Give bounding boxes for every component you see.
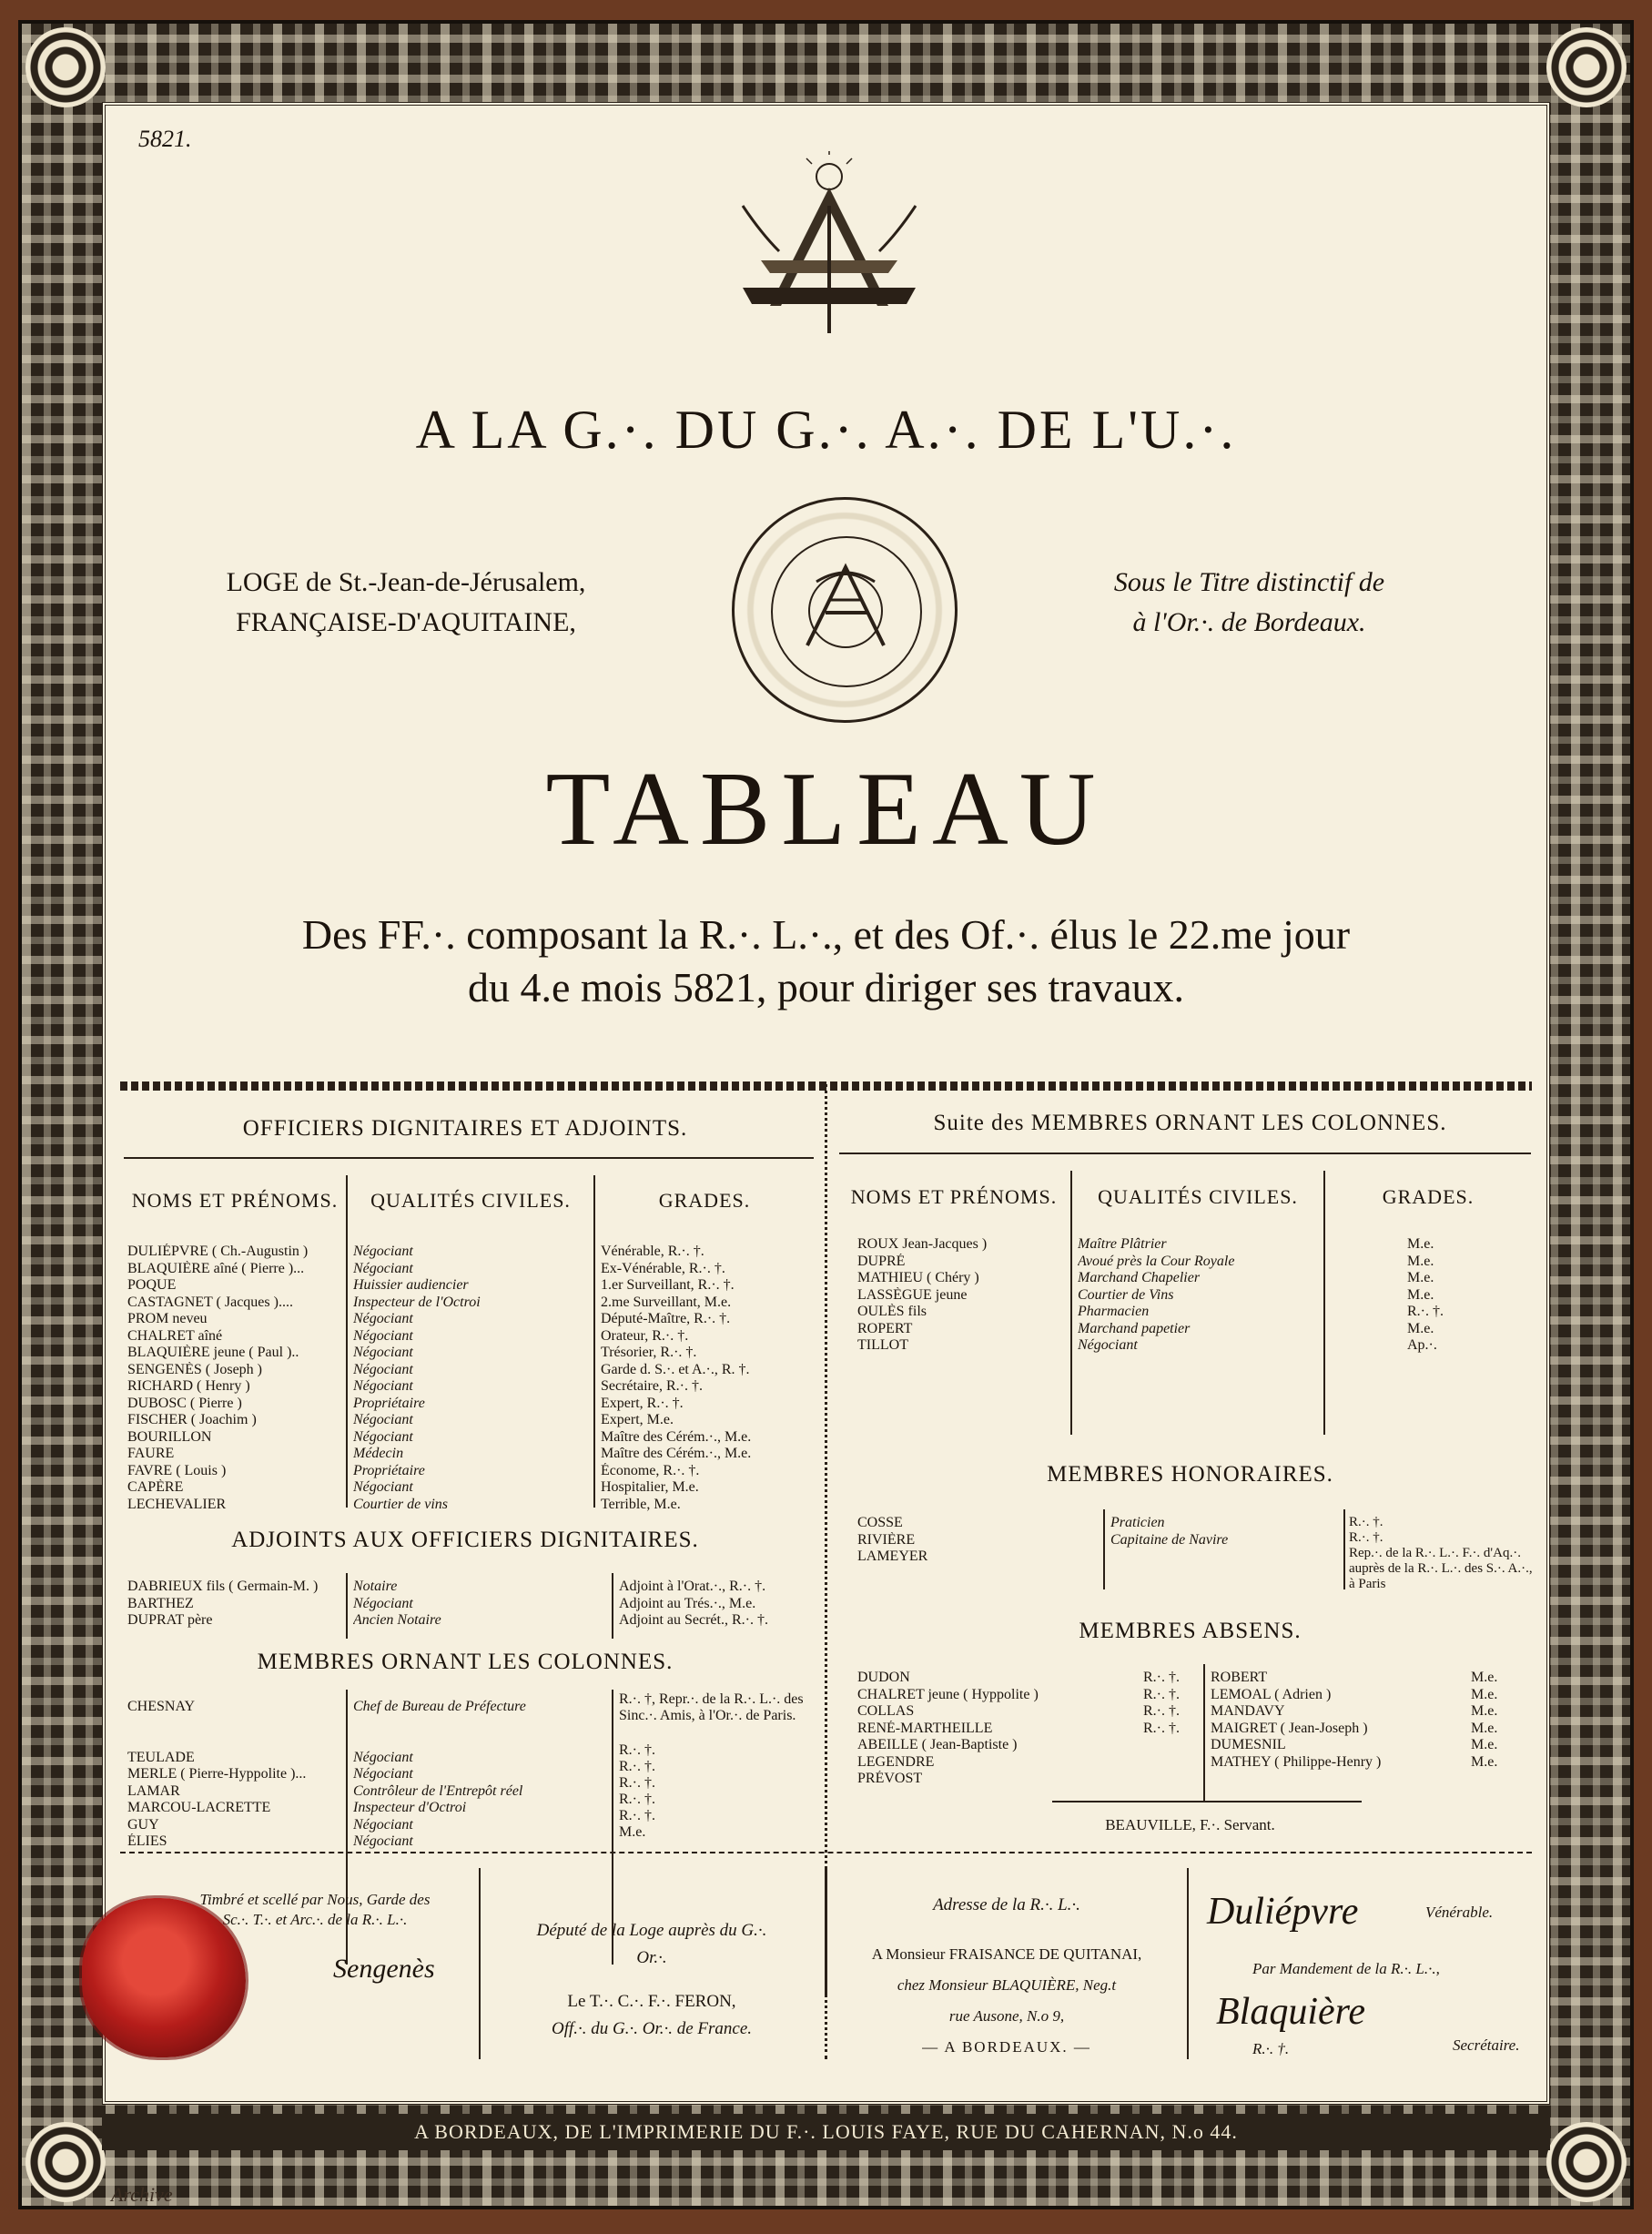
absent-grade: M.e.: [1471, 1737, 1498, 1752]
absent-name: LEGENDRE: [857, 1753, 935, 1770]
absent-name: ROBERT: [1211, 1670, 1268, 1685]
adjoint-name: DABRIEUX fils ( Germain-M. ): [127, 1579, 319, 1594]
adresse-line: A Monsieur FRAISANCE DE QUITANAI,: [871, 1945, 1142, 1963]
margin-note: Archive: [111, 2183, 173, 2206]
honoraire-name: COSSE: [857, 1515, 903, 1530]
officer-name: BLAQUIÈRE aîné ( Pierre )...: [127, 1260, 305, 1276]
absent-name: COLLAS: [857, 1703, 915, 1719]
absens-left-names: [857, 1670, 1092, 1788]
membre-grade: R.·. †.: [619, 1808, 655, 1823]
officer-grade: Ex-Vénérable, R.·. †.: [601, 1260, 725, 1276]
lodge-name: [106, 563, 706, 643]
officer-grade: Garde d. S.·. et A.·., R. †.: [601, 1361, 750, 1377]
officer-name: PROM neveu: [127, 1311, 208, 1326]
adjoints-grades-list: [619, 1579, 814, 1630]
membre-qualite: Négociant: [353, 1816, 413, 1833]
honoraires-heading: MEMBRES HONORAIRES.: [1047, 1462, 1333, 1487]
adjoint-qualite: Notaire: [353, 1579, 398, 1594]
secretaire-signature: Blaquière: [1216, 1991, 1366, 2033]
suite-name: DUPRÉ: [857, 1253, 906, 1269]
absent-name: LEMOAL ( Adrien ): [1211, 1686, 1332, 1702]
red-wax-seal: [82, 1898, 246, 2057]
lodge-title-line: Sous le Titre distinctif de: [1113, 567, 1385, 597]
membre-name: MARCOU-LACRETTE: [127, 1800, 271, 1815]
adjoint-grade: Adjoint à l'Orat.·., R.·. †.: [619, 1579, 766, 1594]
suite-qualite: Pharmacien: [1078, 1304, 1150, 1319]
membre-name: TEULADE: [127, 1749, 195, 1765]
document-page: [102, 102, 1550, 2105]
membre-name: ÉLIES: [127, 1833, 167, 1849]
suite-qualite: Négociant: [1078, 1337, 1138, 1353]
membre-qualite: Contrôleur de l'Entrepôt réel: [353, 1782, 523, 1799]
rule: [1323, 1171, 1325, 1435]
officer-qualite: Négociant: [353, 1428, 413, 1445]
suite-membres-heading: Suite des MEMBRES ORNANT LES COLONNES.: [933, 1111, 1447, 1135]
rule: [839, 1153, 1531, 1154]
officers-qualites-list: [353, 1244, 588, 1513]
officer-qualite: Négociant: [353, 1311, 413, 1326]
absent-name: PRÉVOST: [857, 1771, 923, 1786]
officer-name: BOURILLON: [127, 1428, 212, 1445]
rule: [346, 1573, 348, 1639]
absent-grade: M.e.: [1471, 1686, 1498, 1702]
officer-name: LECHEVALIER: [127, 1496, 227, 1512]
officer-qualite: Propriétaire: [353, 1395, 425, 1411]
absens-right-grades: [1471, 1670, 1531, 1771]
officer-grade: Maître des Cérém.·., M.e.: [601, 1428, 752, 1445]
depute-line: Le T.·. C.·. F.·. FERON,: [567, 1992, 736, 2011]
officer-grade: Hospitalier, M.e.: [601, 1479, 699, 1495]
membre-name: LAMAR: [127, 1782, 180, 1799]
membre-qualite: Négociant: [353, 1766, 413, 1782]
officer-grade: Député-Maître, R.·. †.: [601, 1311, 731, 1326]
honoraire-grade: R.·. †.: [1349, 1515, 1383, 1529]
suite-qualite: Avoué près la Cour Royale: [1078, 1253, 1235, 1269]
absent-name: MANDAVY: [1211, 1703, 1285, 1719]
suite-qualite: Courtier de Vins: [1078, 1286, 1174, 1303]
officer-qualite: Négociant: [353, 1260, 413, 1276]
membre-grade: M.e.: [619, 1824, 646, 1840]
adresse-line: Adresse de la R.·. L.·.: [933, 1895, 1080, 1914]
officer-qualite: Propriétaire: [353, 1462, 425, 1478]
membre-grade: R.·. †.: [619, 1742, 655, 1758]
adjoint-qualite: Négociant: [353, 1595, 413, 1611]
adjoints-qualites-list: [353, 1579, 608, 1630]
suite-name: ROUX Jean-Jacques ): [857, 1236, 988, 1252]
absent-name: RENÉ-MARTHEILLE: [857, 1720, 993, 1736]
honoraire-grade: R.·. †.: [1349, 1530, 1383, 1545]
suite-name: LASSÈGUE jeune: [857, 1286, 968, 1303]
honoraires-qualites-list: [1110, 1515, 1340, 1549]
lodge-name-line: LOGE de St.-Jean-de-Jérusalem,: [226, 567, 586, 597]
membres-grades-list: [619, 1691, 814, 1841]
adjoint-name: BARTHEZ: [127, 1595, 194, 1611]
suite-name: TILLOT: [857, 1337, 908, 1353]
officer-grade: Secrétaire, R.·. †.: [601, 1378, 703, 1394]
absent-grade: R.·. †.: [1143, 1720, 1180, 1736]
absent-grade: M.e.: [1471, 1720, 1498, 1736]
officer-grade: Maître des Cérém.·., M.e.: [601, 1446, 752, 1461]
corner-rosette-icon: [25, 27, 106, 107]
suite-names-list: [857, 1236, 1067, 1355]
rule: [825, 1868, 827, 2059]
absens-heading: MEMBRES ABSENS.: [1079, 1619, 1302, 1643]
secretaire-label: Secrétaire.: [1453, 2036, 1520, 2054]
membre-name: CHESNAY: [127, 1699, 196, 1714]
printer-imprint: A BORDEAUX, DE L'IMPRIMERIE DU F.·. LOUIS FAYE, RUE DU CAHERNAN, N.o 44.: [102, 2114, 1550, 2150]
suite-grade: M.e.: [1407, 1286, 1434, 1303]
suite-grade: M.e.: [1407, 1320, 1434, 1336]
suite-qualite: Marchand papetier: [1078, 1320, 1191, 1336]
membre-qualite: Chef de Bureau de Préfecture: [353, 1699, 526, 1714]
rule: [479, 1868, 481, 2059]
monogram-fa-icon: [789, 554, 902, 667]
suite-grades-list: [1407, 1236, 1525, 1355]
absens-left-grades: [1143, 1670, 1200, 1737]
officer-qualite: Négociant: [353, 1378, 413, 1394]
officer-name: CASTAGNET ( Jacques )....: [127, 1294, 293, 1310]
officer-name: RICHARD ( Henry ): [127, 1378, 250, 1394]
depute-line: Député de la Loge auprès du G.·.: [536, 1921, 767, 1940]
officer-qualite: Négociant: [353, 1327, 413, 1344]
col-grades-header: GRADES.: [1382, 1185, 1475, 1208]
membre-grade: R.·. †.: [619, 1792, 655, 1807]
membre-name: GUY: [127, 1816, 159, 1833]
suite-qualite: Maître Plâtrier: [1078, 1236, 1167, 1252]
reference-number: 5821.: [138, 126, 192, 152]
officer-qualite: Négociant: [353, 1361, 413, 1377]
adjoint-qualite: Ancien Notaire: [353, 1612, 441, 1628]
mandement-text: Par Mandement de la R.·. L.·.,: [1252, 1960, 1440, 1977]
officer-grade: Économe, R.·. †.: [601, 1462, 700, 1478]
depute-line: Off.·. du G.·. Or.·. de France.: [551, 2019, 753, 2038]
honoraire-name: LAMEYER: [857, 1549, 928, 1564]
honoraires-names-list: [857, 1515, 1100, 1566]
absens-right-names: [1211, 1670, 1465, 1771]
adjoints-heading: ADJOINTS AUX OFFICIERS DIGNITAIRES.: [231, 1528, 699, 1552]
rule: [612, 1573, 613, 1639]
adjoint-grade: Adjoint au Secrét., R.·. †.: [619, 1612, 768, 1628]
rule: [346, 1175, 348, 1508]
absent-name: MATHEY ( Philippe-Henry ): [1211, 1753, 1382, 1770]
rule: [593, 1175, 595, 1508]
honoraire-name: RIVIÈRE: [857, 1531, 916, 1548]
membres-heading: MEMBRES ORNANT LES COLONNES.: [257, 1650, 674, 1674]
rule: [124, 1157, 814, 1159]
adresse-line: chez Monsieur BLAQUIÈRE, Neg.t: [897, 1976, 1117, 1994]
officer-grade: Vénérable, R.·. †.: [601, 1244, 704, 1259]
lodge-name-line: FRANÇAISE-D'AQUITAINE,: [236, 607, 576, 637]
officer-qualite: Inspecteur de l'Octroi: [353, 1294, 481, 1310]
officer-grade: 2.me Surveillant, M.e.: [601, 1294, 732, 1310]
officer-qualite: Négociant: [353, 1412, 413, 1427]
column-divider: [825, 1084, 827, 1995]
absent-grade: R.·. †.: [1143, 1686, 1180, 1702]
officer-grade: Orateur, R.·. †.: [601, 1327, 689, 1344]
adresse-line: rue Ausone, N.o 9,: [948, 2007, 1065, 2025]
officer-grade: Terrible, M.e.: [601, 1496, 681, 1512]
corner-rosette-icon: [1546, 27, 1627, 107]
rule: [1187, 1868, 1189, 2059]
membre-name: MERLE ( Pierre-Hyppolite )...: [127, 1766, 307, 1782]
officers-names-list: [127, 1244, 342, 1513]
honoraire-qualite: Capitaine de Navire: [1110, 1531, 1229, 1548]
officer-qualite: Négociant: [353, 1479, 413, 1495]
col-qualites-header: QUALITÉS CIVILES.: [370, 1189, 571, 1212]
col-grades-header: GRADES.: [658, 1189, 751, 1212]
depute-block: [488, 1917, 816, 2043]
footer-divider: [120, 1852, 1532, 1853]
suite-grade: R.·. †.: [1407, 1304, 1444, 1319]
membre-grade: R.·. †.: [619, 1775, 655, 1791]
corner-rosette-icon: [1546, 2122, 1627, 2202]
lodge-title-line: à l'Or.·. de Bordeaux.: [1132, 607, 1366, 637]
officer-name: CHALRET aîné: [127, 1327, 223, 1344]
officer-grade: Expert, R.·. †.: [601, 1395, 684, 1411]
officer-name: DUBOSC ( Pierre ): [127, 1395, 242, 1411]
suite-grade: Ap.·.: [1407, 1337, 1437, 1353]
absent-grade: M.e.: [1471, 1753, 1498, 1770]
venerable-label: Vénérable.: [1425, 1904, 1494, 1921]
membre-grade: R.·. †, Repr.·. de la R.·. L.·. des Sinc.·. Amis, à l'Or.·. de Paris.: [619, 1691, 804, 1723]
membres-names-list: [127, 1699, 344, 1851]
officer-name: FAVRE ( Louis ): [127, 1462, 227, 1478]
rule: [1070, 1171, 1072, 1435]
membre-qualite: Négociant: [353, 1749, 413, 1765]
officer-name: SENGENÈS ( Joseph ): [127, 1361, 262, 1377]
honoraire-grade: Rep.·. de la R.·. L.·. F.·. d'Aq.·. auprès de la R.·. L.·. des S.·. A.·., à Paris: [1349, 1546, 1533, 1591]
officer-name: CAPÈRE: [127, 1479, 184, 1495]
corner-rosette-icon: [25, 2122, 106, 2202]
officer-name: FAURE: [127, 1446, 175, 1461]
invocation-heading: A LA G.·. DU G.·. A.·. DE L'U.·.: [415, 400, 1237, 460]
timbre-signature: Sengenès: [333, 1954, 435, 1984]
subtitle-line: du 4.e mois 5821, pour diriger ses travaux.: [468, 964, 1184, 1010]
adresse-line: — A BORDEAUX. —: [922, 2038, 1091, 2056]
lodge-monogram-seal: [732, 497, 958, 723]
officer-grade: Expert, M.e.: [601, 1412, 674, 1427]
officer-qualite: Négociant: [353, 1244, 413, 1259]
rule: [1103, 1509, 1105, 1589]
officer-name: FISCHER ( Joachim ): [127, 1412, 257, 1427]
rule: [1343, 1509, 1345, 1589]
absent-name: CHALRET jeune ( Hyppolite ): [857, 1686, 1039, 1702]
depute-line: Or.·.: [636, 1948, 667, 1967]
suite-name: ROPERT: [857, 1320, 913, 1336]
venerable-signature: Duliépvre: [1207, 1891, 1359, 1933]
officer-qualite: Courtier de vins: [353, 1496, 448, 1512]
col-names-header: NOMS ET PRÉNOMS.: [850, 1185, 1058, 1208]
suite-grade: M.e.: [1407, 1236, 1434, 1252]
officer-qualite: Médecin: [353, 1446, 404, 1461]
suite-qualite: Marchand Chapelier: [1078, 1270, 1201, 1285]
document-subtitle: [106, 909, 1546, 1014]
suite-grade: M.e.: [1407, 1270, 1434, 1285]
membres-qualites-list: [353, 1699, 608, 1851]
absent-name: MAIGRET ( Jean-Joseph ): [1211, 1720, 1368, 1736]
suite-grade: M.e.: [1407, 1253, 1434, 1269]
officer-name: DULIÉPVRE ( Ch.-Augustin ): [127, 1244, 309, 1259]
col-qualites-header: QUALITÉS CIVILES.: [1098, 1185, 1298, 1208]
suite-name: OULÈS fils: [857, 1304, 927, 1319]
absent-grade: M.e.: [1471, 1703, 1498, 1719]
membre-qualite: Inspecteur d'Octroi: [353, 1800, 467, 1815]
honoraire-qualite: Praticien: [1110, 1515, 1165, 1530]
officer-grade: Trésorier, R.·. †.: [601, 1345, 697, 1360]
absent-name: DUDON: [857, 1670, 910, 1685]
suite-qualites-list: [1078, 1236, 1318, 1355]
membre-qualite: Négociant: [353, 1833, 413, 1849]
officers-grades-list: [601, 1244, 812, 1513]
membre-grade: R.·. †.: [619, 1759, 655, 1774]
timbre-line: Sc.·. T.·. et Arc.·. de la R.·. L.·.: [222, 1911, 408, 1928]
subtitle-line: Des FF.·. composant la R.·. L.·., et des Of.·. élus le 22.me jour: [301, 911, 1351, 958]
rule: [1203, 1664, 1205, 1801]
officer-name: POQUE: [127, 1277, 177, 1293]
adresse-block: [834, 1890, 1180, 2063]
timbre-line: Timbré et scellé par Nous, Garde des: [199, 1891, 431, 1908]
square-compass-emblem-icon: [725, 151, 934, 342]
honoraires-grades-list: [1349, 1515, 1536, 1592]
absent-grade: R.·. †.: [1143, 1670, 1180, 1685]
absent-name: ABEILLE ( Jean-Baptiste ): [857, 1737, 1018, 1752]
adjoint-name: DUPRAT père: [127, 1612, 213, 1628]
officer-qualite: Négociant: [353, 1345, 413, 1360]
adjoint-grade: Adjoint au Trés.·., M.e.: [619, 1595, 756, 1611]
officiers-heading: OFFICIERS DIGNITAIRES ET ADJOINTS.: [242, 1116, 688, 1141]
secretaire-note: R.·. †.: [1252, 2040, 1290, 2057]
absent-grade: R.·. †.: [1143, 1703, 1180, 1719]
servant-line: BEAUVILLE, F.·. Servant.: [1105, 1816, 1275, 1833]
suite-name: MATHIEU ( Chéry ): [857, 1270, 979, 1285]
officer-grade: 1.er Surveillant, R.·. †.: [601, 1277, 735, 1293]
absent-grade: M.e.: [1471, 1670, 1498, 1685]
col-names-header: NOMS ET PRÉNOMS.: [131, 1189, 339, 1212]
officer-qualite: Huissier audiencier: [353, 1277, 469, 1293]
document-title: TABLEAU: [545, 751, 1107, 868]
lodge-title: [952, 563, 1546, 643]
adjoints-names-list: [127, 1579, 344, 1630]
officer-name: BLAQUIÈRE jeune ( Paul )..: [127, 1345, 299, 1360]
rule: [1052, 1801, 1362, 1802]
absent-name: DUMESNIL: [1211, 1737, 1286, 1752]
